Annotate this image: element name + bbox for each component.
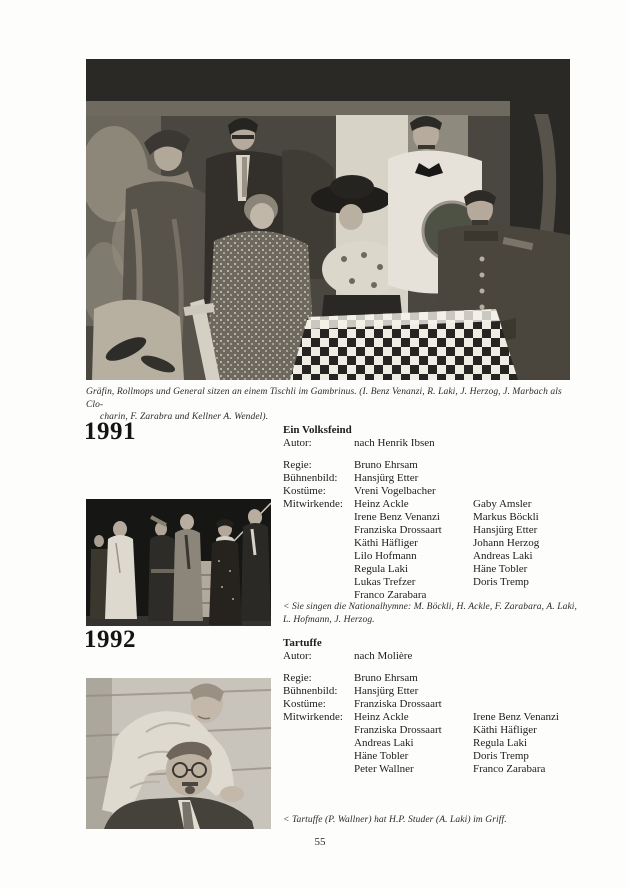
- cast-row: [283, 724, 617, 737]
- cast-name: Käthi Häfliger: [354, 537, 418, 549]
- cast-row: [283, 563, 617, 576]
- credit-label: Regie:: [283, 459, 312, 471]
- credit-value: Hansjürg Etter: [354, 685, 419, 697]
- cast-name: Regula Laki: [354, 563, 409, 575]
- cast-row: [283, 524, 617, 537]
- credit-value: Vreni Vogelbacher: [354, 485, 436, 497]
- caption-1991: [283, 601, 617, 626]
- cast-row: [283, 737, 617, 750]
- cast-name: Irene Benz Venanzi: [354, 511, 440, 523]
- credit-value: nach Molière: [354, 650, 413, 662]
- credit-value: nach Henrik Ibsen: [354, 437, 435, 449]
- cast-name: Andreas Laki: [354, 737, 414, 749]
- production-1992: [283, 637, 617, 776]
- cast-name: Andreas Laki: [473, 550, 533, 562]
- photo-1991-illustration: [86, 499, 271, 626]
- credit-label: Regie:: [283, 672, 312, 684]
- caption-1991-line2: L. Hofmann, J. Herzog.: [283, 614, 375, 625]
- caption-1991-line1: < Sie singen die Nationalhymne: M. Böckli, H. Ackle, F. Zarabara, A. Laki,: [283, 602, 578, 612]
- credit-label: Bühnenbild:: [283, 685, 338, 697]
- credit-label: Bühnenbild:: [283, 472, 338, 484]
- cast-row: [283, 537, 617, 550]
- production-title: Tartuffe: [283, 637, 322, 649]
- credit-row-kostueme: [283, 485, 617, 498]
- credit-row-kostueme: [283, 698, 617, 711]
- cast-name: Regula Laki: [473, 737, 528, 749]
- credit-value: Franziska Drossaart: [354, 698, 442, 710]
- production-1991: [283, 424, 617, 602]
- credit-row-buehnenbild: [283, 472, 617, 485]
- cast-row: [283, 498, 617, 511]
- cast-name: Häne Tobler: [354, 750, 409, 762]
- credit-row-buehnenbild: [283, 685, 617, 698]
- main-photo-caption: [86, 386, 564, 424]
- production-title: Ein Volksfeind: [283, 424, 352, 436]
- credit-row-regie: [283, 459, 617, 472]
- credit-label: Kostüme:: [283, 698, 326, 710]
- page-number: 55: [314, 836, 326, 848]
- main-photo-gambrinus-scene: [86, 59, 570, 380]
- cast-name: Doris Tremp: [473, 750, 529, 762]
- caption-1992: [283, 814, 617, 827]
- cast-name: Käthi Häfliger: [473, 724, 537, 736]
- cast-name: Doris Tremp: [473, 576, 529, 588]
- cast-row: [283, 576, 617, 589]
- cast-name: Heinz Ackle: [354, 711, 409, 723]
- cast-name: Lilo Hofmann: [354, 550, 417, 562]
- credit-row-autor: [283, 650, 617, 663]
- cast-label: Mitwirkende:: [283, 498, 343, 510]
- credit-value: Hansjürg Etter: [354, 472, 419, 484]
- cast-name: Franco Zarabara: [354, 589, 427, 601]
- cast-name: Heinz Ackle: [354, 498, 409, 510]
- credit-value: Bruno Ehrsam: [354, 459, 418, 471]
- credit-label: Kostüme:: [283, 485, 326, 497]
- cast-name: Irene Benz Venanzi: [473, 711, 559, 723]
- cast-label: Mitwirkende:: [283, 711, 343, 723]
- caption-1992-line1: < Tartuffe (P. Wallner) hat H.P. Studer (A. Laki) im Griff.: [283, 815, 507, 825]
- cast-name: Gaby Amsler: [473, 498, 532, 510]
- photo-1991-nationalhymne: [86, 499, 271, 626]
- cast-row: [283, 711, 617, 724]
- year-heading-1991: 1991: [84, 418, 136, 445]
- main-photo-illustration: [86, 59, 570, 380]
- cast-row: [283, 763, 617, 776]
- cast-name: Johann Herzog: [473, 537, 540, 549]
- credit-label: Autor:: [283, 437, 312, 449]
- cast-name: Franziska Drossaart: [354, 724, 442, 736]
- cast-name: Lukas Trefzer: [354, 576, 416, 588]
- photo-1992-tartuffe: [86, 678, 271, 829]
- credit-value: Bruno Ehrsam: [354, 672, 418, 684]
- year-heading-1992: 1992: [84, 626, 136, 653]
- cast-row: [283, 550, 617, 563]
- cast-name: Franziska Drossaart: [354, 524, 442, 536]
- cast-name: Franco Zarabara: [473, 763, 546, 775]
- spacer: [283, 450, 617, 459]
- credit-row-autor: [283, 437, 617, 450]
- cast-name: Markus Böckli: [473, 511, 539, 523]
- main-caption-line1: Gräfin, Rollmops und General sitzen an einem Tischli im Gambrinus. (I. Benz Venanzi, R. Laki, J. Herzog, J. Marbach als Clo-: [86, 387, 562, 410]
- cast-row: [283, 511, 617, 524]
- spacer: [283, 663, 617, 672]
- cast-name: Häne Tobler: [473, 563, 528, 575]
- cast-row: [283, 750, 617, 763]
- credit-label: Autor:: [283, 650, 312, 662]
- credit-row-regie: [283, 672, 617, 685]
- cast-name: Hansjürg Etter: [473, 524, 538, 536]
- photo-1992-illustration: [86, 678, 271, 829]
- cast-name: Peter Wallner: [354, 763, 414, 775]
- main-caption-line2: charin, F. Zarabra und Kellner A. Wendel).: [100, 412, 269, 422]
